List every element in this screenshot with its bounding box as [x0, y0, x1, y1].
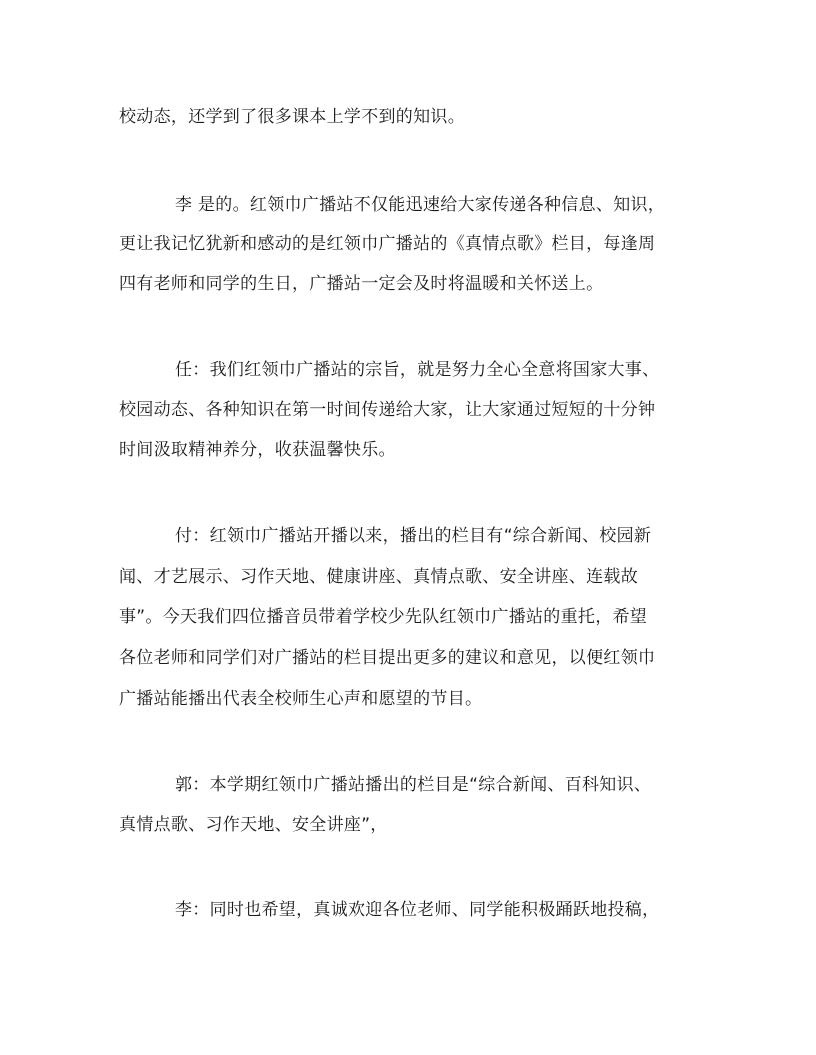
paragraph-line: 更让我记忆犹新和感动的是红领巾广播站的《真情点歌》栏目，每逢周 [119, 234, 656, 254]
paragraph-line: 校园动态、各种知识在第一时间传递给大家，让大家通过短短的十分钟 [119, 400, 656, 420]
paragraph-line: 时间汲取精神养分，收获温馨快乐。 [119, 440, 396, 460]
paragraph-line: 各位老师和同学们对广播站的栏目提出更多的建议和意见，以便红领巾 [119, 648, 656, 668]
paragraph-line: 广播站能播出代表全校师生心声和愿望的节目。 [119, 689, 483, 709]
paragraph-line: 校动态，还学到了很多课本上学不到的知识。 [119, 107, 465, 127]
paragraph-line: 闻、才艺展示、习作天地、健康讲座、真情点歌、安全讲座、连载故 [119, 567, 638, 587]
paragraph-line: 真情点歌、习作天地、安全讲座”， [119, 815, 388, 835]
paragraph-line: 四有老师和同学的生日，广播站一定会及时将温暖和关怀送上。 [119, 274, 604, 294]
paragraph-line: 事”。今天我们四位播音员带着学校少先队红领巾广播站的重托，希望 [119, 607, 648, 627]
paragraph-line: 郭：本学期红领巾广播站播出的栏目是“综合新闻、百科知识、 [175, 775, 652, 795]
paragraph-line: 付：红领巾广播站开播以来，播出的栏目有“综合新闻、校园新 [175, 526, 652, 546]
paragraph-line: 李：同时也希望，真诚欢迎各位老师、同学能积极踊跃地投稿， [175, 900, 660, 920]
paragraph-line: 任：我们红领巾广播站的宗旨，就是努力全心全意将国家大事、 [175, 360, 660, 380]
paragraph-line: 李 是的。红领巾广播站不仅能迅速给大家传递各种信息、知识， [175, 195, 666, 215]
